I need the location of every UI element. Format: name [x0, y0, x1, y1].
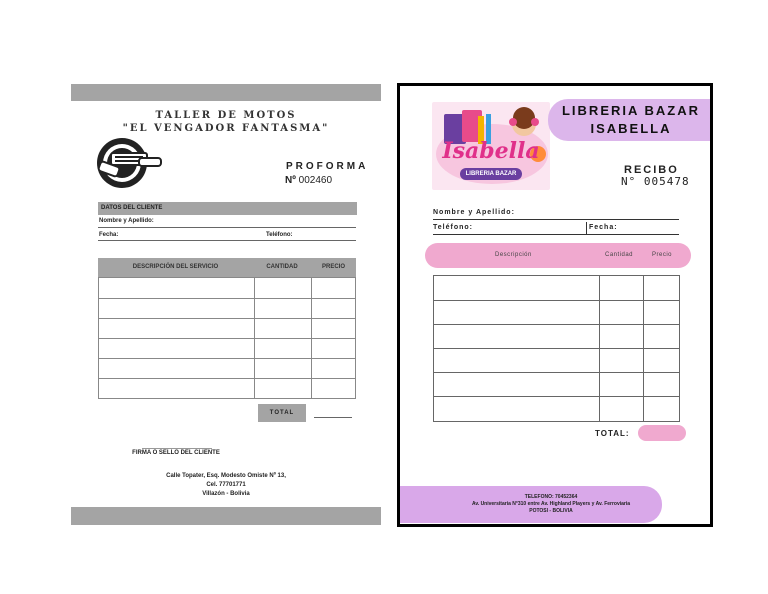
phone-field-label: Teléfono: [433, 224, 473, 231]
banner-line-1: LIBRERIA BAZAR [561, 103, 700, 118]
total-value-box[interactable] [638, 425, 686, 441]
address-line-2: Cel. 77701771 [206, 482, 246, 488]
proforma-label: PROFORMA [286, 161, 369, 172]
col-price: Precio [652, 252, 673, 258]
footer-address: Av. Universitaria N°310 entre Av. Highland Players y Av. Ferroviaria [471, 501, 631, 507]
items-table-header [425, 243, 691, 268]
piston-logo-icon [95, 136, 163, 190]
col-quantity: CANTIDAD [266, 264, 298, 270]
address-line-1: Calle Topater, Esq. Modesto Omiste Nº 13, [166, 473, 286, 479]
col-description: DESCRIPCIÓN DEL SERVICIO [132, 264, 219, 270]
top-gray-band [71, 84, 381, 101]
proforma-number: Nº 002460 [285, 175, 333, 186]
address-line-3: Villazón - Bolivia [202, 491, 250, 497]
total-label: TOTAL [258, 404, 306, 422]
phone-field-label: Teléfono: [266, 232, 293, 238]
name-field-line[interactable] [98, 227, 356, 228]
banner-line-2: ISABELLA [590, 121, 672, 136]
footer-city: POTOSI - BOLIVIA [529, 508, 573, 514]
libreria-recibo-form [397, 83, 713, 527]
items-table-grid[interactable] [433, 275, 680, 422]
name-field-line[interactable] [433, 219, 679, 220]
phone-date-line[interactable] [433, 234, 679, 235]
taller-title: TALLER DE MOTOS [155, 110, 297, 121]
logo-subtitle: LIBRERIA BAZAR [460, 168, 522, 180]
date-phone-line[interactable] [98, 240, 356, 241]
services-table-grid[interactable] [98, 277, 356, 399]
name-field-label: Nombre y Apellido: [99, 218, 154, 224]
col-quantity: Cantidad [605, 252, 634, 258]
date-field-label: Fecha: [99, 232, 119, 238]
col-price: PRECIO [321, 264, 345, 270]
client-section-header: DATOS DEL CLIENTE [98, 202, 357, 215]
date-field-label: Fecha: [589, 224, 618, 231]
taller-proforma-form [71, 84, 381, 525]
services-table-header [98, 258, 356, 277]
name-field-label: Nombre y Apellido: [433, 209, 515, 216]
bottom-gray-band [71, 507, 381, 525]
total-label: TOTAL: [595, 429, 630, 438]
isabella-logo [432, 102, 550, 190]
col-description: Descripción [495, 252, 532, 258]
total-value-line[interactable] [314, 417, 352, 418]
recibo-number: N° 005478 [621, 175, 690, 188]
taller-subtitle: "EL VENGADOR FANTASMA" [122, 123, 330, 134]
field-divider [586, 222, 587, 234]
signature-label: FIRMA O SELLO DEL CLIENTE [132, 450, 220, 456]
logo-name: Isabella [442, 138, 540, 164]
footer-phone: TELEFONO: 70452364 [524, 494, 578, 500]
recibo-label: RECIBO [624, 164, 679, 176]
signature-line [142, 448, 212, 449]
